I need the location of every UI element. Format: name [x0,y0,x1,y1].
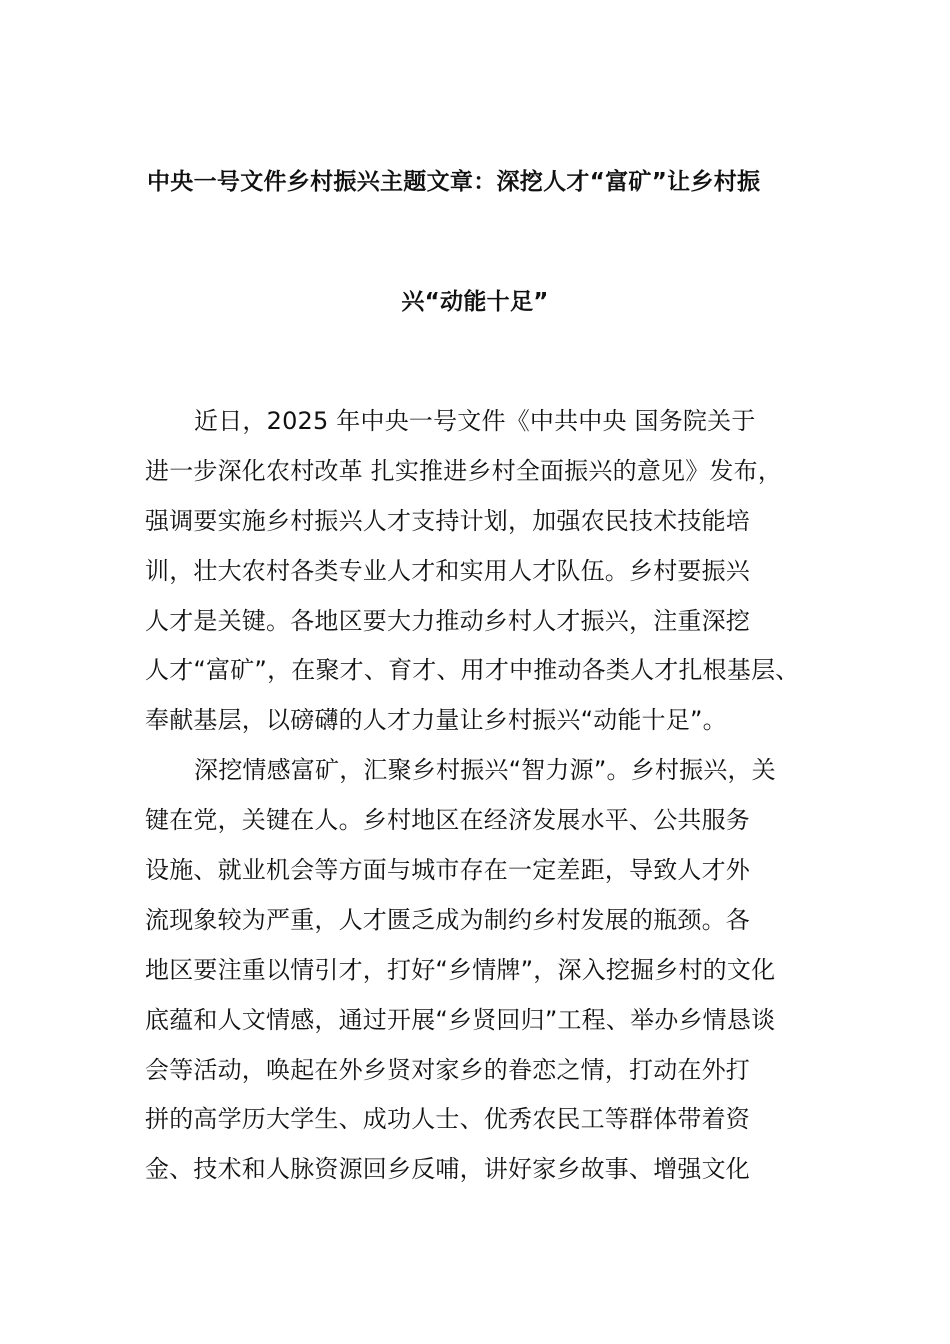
paragraph-2-line-9: 金、技术和人脉资源回乡反哺，讲好家乡故事、增强文化 [145,1155,750,1184]
paragraph-2-line-3: 设施、就业机会等方面与城市存在一定差距，导致人才外 [145,856,750,885]
paragraph-1-line-5: 人才是关键。各地区要大力推动乡村人才振兴，注重深挖 [145,606,750,635]
paragraph-2-line-7: 会等活动，唤起在外乡贤对家乡的眷恋之情，打动在外打 [145,1055,750,1084]
paragraph-1-line-6: 人才“富矿”，在聚才、育才、用才中推动各类人才扎根基层、 [145,656,800,685]
paragraph-1-line-7: 奉献基层，以磅礴的人才力量让乡村振兴“动能十足”。 [145,706,727,735]
document-title-line-2: 兴“动能十足” [401,289,549,315]
paragraph-2-line-1: 深挖情感富矿，汇聚乡村振兴“智力源”。乡村振兴，关 [194,756,776,785]
paragraph-1-line-3: 强调要实施乡村振兴人才支持计划，加强农民技术技能培 [145,506,750,535]
paragraph-2-line-2: 键在党，关键在人。乡村地区在经济发展水平、公共服务 [145,806,750,835]
document-title-line-1: 中央一号文件乡村振兴主题文章：深挖人才“富矿”让乡村振 [147,169,761,195]
paragraph-1-line-4: 训，壮大农村各类专业人才和实用人才队伍。乡村要振兴 [145,556,750,585]
document-body [145,403,845,1201]
paragraph-2-line-4: 流现象较为严重，人才匮乏成为制约乡村发展的瓶颈。各 [145,905,750,934]
paragraph-1-line-2: 进一步深化农村改革 扎实推进乡村全面振兴的意见》发布， [145,456,783,485]
paragraph-2-line-6: 底蕴和人文情感，通过开展“乡贤回归”工程、举办乡情恳谈 [145,1005,776,1034]
paragraph-1-line-1: 近日，2025 年中央一号文件《中共中央 国务院关于 [194,407,756,435]
paragraph-2-line-5: 地区要注重以情引才，打好“乡情牌”，深入挖掘乡村的文化 [145,955,776,984]
paragraph-2-line-8: 拼的高学历大学生、成功人士、优秀农民工等群体带着资 [145,1105,750,1134]
